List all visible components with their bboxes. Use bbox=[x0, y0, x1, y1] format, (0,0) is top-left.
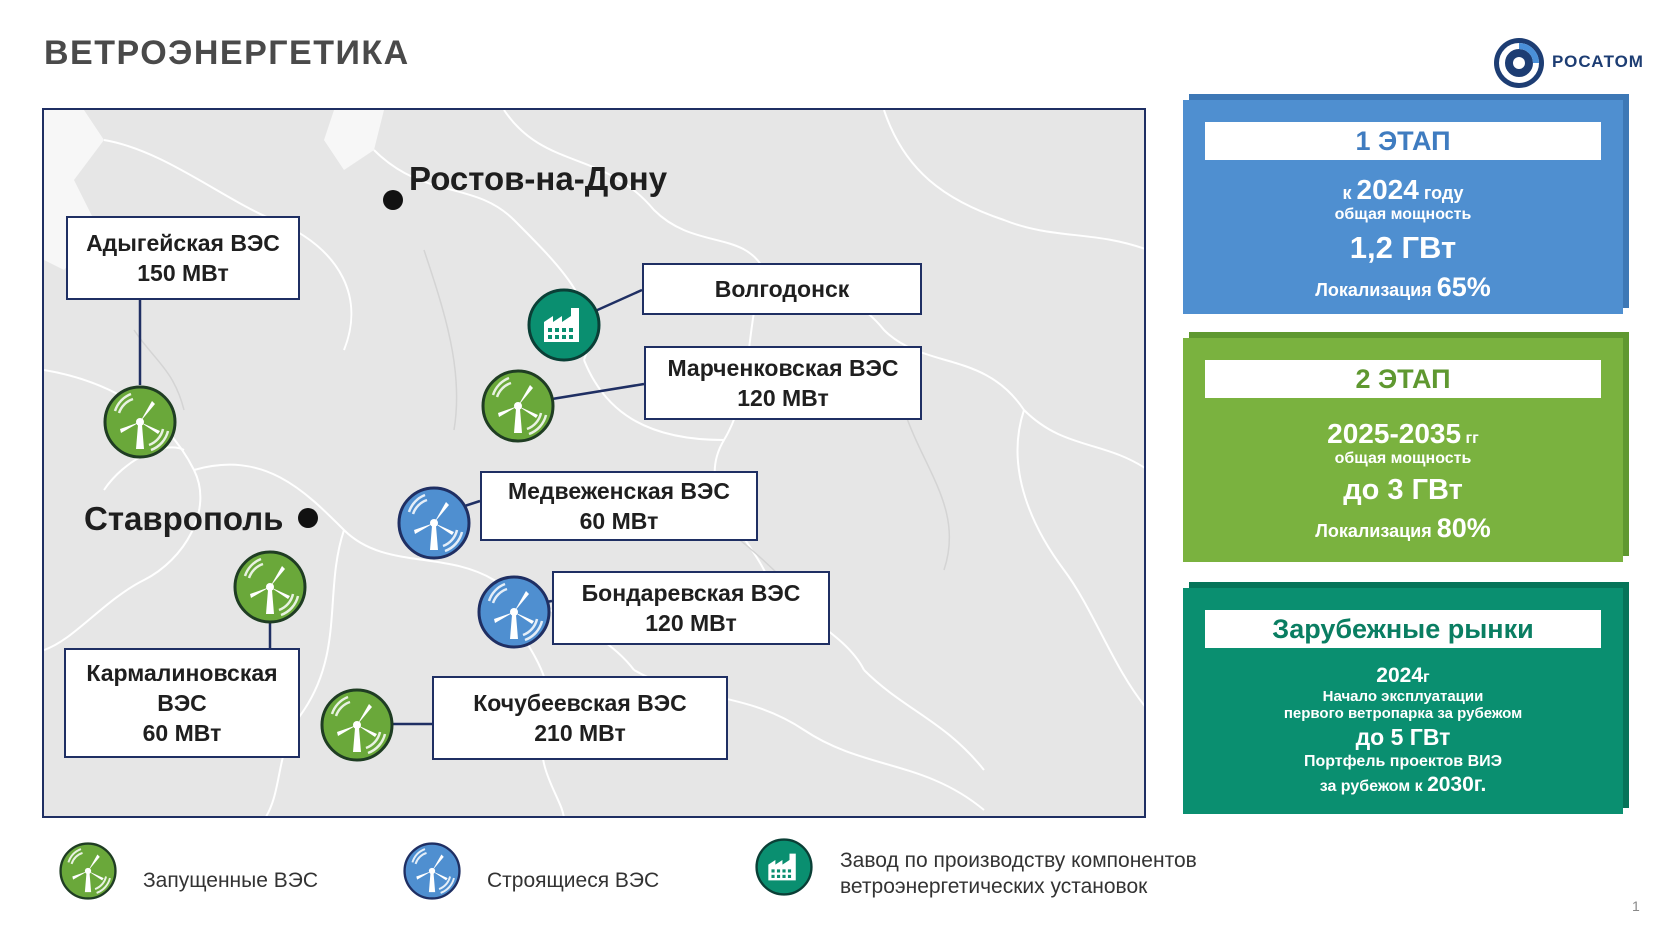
foreign-line4-pre: за рубежом к bbox=[1319, 778, 1423, 795]
plant-name: Бондаревская ВЭС bbox=[581, 580, 801, 606]
rosatom-atom-icon bbox=[1492, 36, 1546, 90]
stage2-capacity-label: общая мощность bbox=[1334, 450, 1472, 467]
legend-building-icon bbox=[403, 842, 461, 900]
plant-name: Адыгейская ВЭС bbox=[86, 230, 280, 256]
stage1-localization: 65% bbox=[1436, 272, 1491, 302]
page-number: 1 bbox=[1632, 898, 1640, 914]
label-karmalinovskaya bbox=[64, 648, 300, 758]
stage2-years-suffix: гг bbox=[1465, 430, 1479, 447]
legend-factory-icon bbox=[755, 838, 813, 896]
plant-name: Медвеженская ВЭС bbox=[507, 478, 731, 504]
wind-turbine-icon bbox=[233, 550, 307, 624]
legend-building: Строящиеся ВЭС bbox=[487, 869, 660, 892]
stage1-capacity: 1,2 ГВт bbox=[1349, 230, 1457, 265]
label-kochubeevskaya bbox=[432, 676, 728, 760]
factory-icon bbox=[527, 288, 601, 362]
stage1-panel bbox=[1183, 100, 1623, 314]
page-title: ВЕТРОЭНЕРГЕТИКА bbox=[44, 34, 410, 72]
plant-name: Кочубеевская ВЭС bbox=[473, 690, 687, 716]
stage2-panel bbox=[1183, 338, 1623, 562]
stage1-localization-label: Локализация bbox=[1315, 280, 1432, 300]
foreign-line4-year: 2030г. bbox=[1427, 773, 1487, 796]
label-medvezhenskaya bbox=[480, 471, 758, 541]
foreign-title: Зарубежные рынки bbox=[1205, 610, 1601, 648]
stage1-year: 2024 bbox=[1356, 174, 1419, 205]
map bbox=[42, 108, 1146, 818]
foreign-line1: Начало эксплуатации bbox=[1322, 688, 1484, 705]
rosatom-logo bbox=[1492, 36, 1652, 88]
wind-turbine-icon bbox=[320, 688, 394, 762]
stage2-localization-label: Локализация bbox=[1315, 521, 1432, 541]
plant-name: Волгодонск bbox=[714, 276, 850, 302]
rostov-dot bbox=[383, 190, 403, 210]
city-rostov: Ростов-на-Дону bbox=[409, 160, 668, 197]
foreign-line2: первого ветропарка за рубежом bbox=[1283, 705, 1523, 722]
plant-name-line1: Кармалиновская bbox=[86, 660, 278, 686]
label-adygea bbox=[66, 216, 300, 300]
plant-power: 210 МВт bbox=[534, 720, 626, 746]
plant-power: 120 МВт bbox=[737, 385, 829, 411]
legend-launched: Запущенные ВЭС bbox=[143, 869, 319, 892]
stage2-capacity: до 3 ГВт bbox=[1343, 474, 1463, 506]
foreign-year: 2024 bbox=[1376, 664, 1424, 687]
stage1-capacity-label: общая мощность bbox=[1334, 206, 1472, 223]
foreign-year-suffix: г bbox=[1423, 669, 1430, 686]
legend-factory bbox=[840, 848, 1197, 900]
label-bondarevskaya bbox=[552, 571, 830, 645]
wind-turbine-icon bbox=[477, 575, 551, 649]
foreign-capacity: до 5 ГВт bbox=[1355, 724, 1451, 750]
stage2-localization: 80% bbox=[1436, 513, 1491, 543]
plant-power: 60 МВт bbox=[579, 508, 659, 534]
foreign-markets-panel bbox=[1183, 588, 1623, 814]
stavropol-dot bbox=[298, 508, 318, 528]
plant-name-line2: ВЭС bbox=[157, 690, 207, 716]
wind-turbine-icon bbox=[397, 486, 471, 560]
stage1-title: 1 ЭТАП bbox=[1205, 122, 1601, 160]
wind-turbine-icon bbox=[103, 385, 177, 459]
plant-name: Марченковская ВЭС bbox=[667, 355, 899, 381]
legend-factory-line1: Завод по производству компонентов bbox=[840, 849, 1197, 872]
plant-power: 60 МВт bbox=[142, 720, 222, 746]
plant-power: 120 МВт bbox=[645, 610, 737, 636]
wind-turbine-icon bbox=[481, 369, 555, 443]
logo-text: РОСАТОМ bbox=[1552, 52, 1644, 71]
legend-launched-icon bbox=[59, 842, 117, 900]
plant-power: 150 МВт bbox=[137, 260, 229, 286]
label-marchenkovskaya bbox=[644, 346, 922, 420]
stage1-year-suffix: году bbox=[1423, 183, 1464, 203]
stage1-pre: к bbox=[1342, 183, 1352, 203]
foreign-line3: Портфель проектов ВИЭ bbox=[1303, 753, 1503, 770]
stage2-years: 2025-2035 bbox=[1327, 418, 1462, 449]
label-volgodonsk bbox=[642, 263, 922, 315]
legend-factory-line2: ветроэнергетических установок bbox=[840, 875, 1148, 898]
stage2-title: 2 ЭТАП bbox=[1205, 360, 1601, 398]
city-stavropol: Ставрополь bbox=[84, 500, 284, 537]
